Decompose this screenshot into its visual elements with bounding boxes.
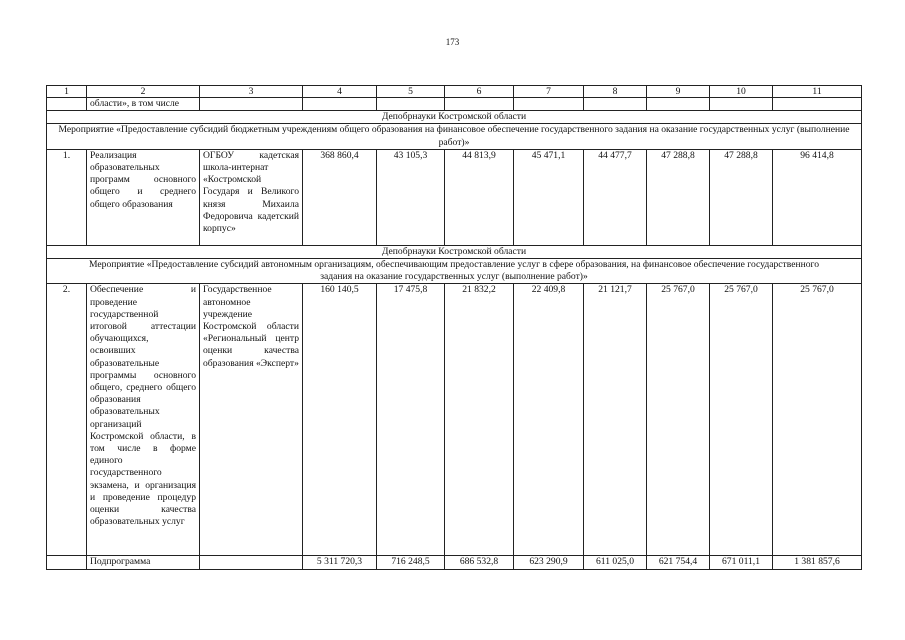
value-cell: 17 475,8 bbox=[377, 284, 445, 556]
column-header: 7 bbox=[514, 86, 584, 98]
activity-name: Реализация образовательных программ основного общего и среднего общего образования bbox=[87, 149, 200, 245]
value-cell: 47 288,8 bbox=[710, 149, 773, 245]
column-header: 4 bbox=[303, 86, 377, 98]
table-row bbox=[47, 149, 862, 245]
column-numbers-row bbox=[47, 86, 862, 98]
department-row bbox=[47, 245, 862, 258]
value-cell: 44 813,9 bbox=[445, 149, 514, 245]
total-value: 686 532,8 bbox=[445, 556, 514, 569]
total-value: 611 025,0 bbox=[584, 556, 647, 569]
column-header: 3 bbox=[200, 86, 303, 98]
column-header: 1 bbox=[47, 86, 87, 98]
total-value: 671 011,1 bbox=[710, 556, 773, 569]
measure-title: Мероприятие «Предоставление субсидий автономным организациям, обеспечивающим предоставление услуг в сфере образования, на финансовое обеспечение государственного задания на оказание государственных услуг (выполнение работ)» bbox=[47, 259, 862, 284]
column-header: 10 bbox=[710, 86, 773, 98]
department-row bbox=[47, 111, 862, 124]
budget-table bbox=[46, 85, 862, 570]
total-row bbox=[47, 556, 862, 569]
measure-row bbox=[47, 259, 862, 284]
row-number: 2. bbox=[47, 284, 87, 556]
value-cell: 25 767,0 bbox=[710, 284, 773, 556]
value-cell: 160 140,5 bbox=[303, 284, 377, 556]
total-value: 5 311 720,3 bbox=[303, 556, 377, 569]
value-cell: 43 105,3 bbox=[377, 149, 445, 245]
column-header: 11 bbox=[773, 86, 862, 98]
value-cell: 21 121,7 bbox=[584, 284, 647, 556]
value-cell: 368 860,4 bbox=[303, 149, 377, 245]
measure-title: Мероприятие «Предоставление субсидий бюджетным учреждениям общего образования на финансовое обеспечение государственного задания на оказание государственных услуг (выполнение работ)» bbox=[47, 124, 862, 149]
department-name: Депобрнауки Костромской области bbox=[47, 111, 862, 124]
activity-name: Обеспечение и проведение государственной итоговой аттестации обучающихся, освоивших образовательные программы основного общего, среднего общего образования образовательных организаций Костромской области, в том числе в форме единого государственного экзамена, и организация и проведение процедур оценки качества образовательных услуг bbox=[87, 284, 200, 556]
continuation-text: области», в том числе bbox=[87, 98, 200, 111]
value-cell: 22 409,8 bbox=[514, 284, 584, 556]
column-header: 2 bbox=[87, 86, 200, 98]
column-header: 9 bbox=[647, 86, 710, 98]
value-cell: 47 288,8 bbox=[647, 149, 710, 245]
row-number: 1. bbox=[47, 149, 87, 245]
value-cell: 45 471,1 bbox=[514, 149, 584, 245]
value-cell: 96 414,8 bbox=[773, 149, 862, 245]
executor-name: ОГБОУ кадетская школа-интернат «Костромской Государя и Великого князя Михаила Федоровича кадетский корпус» bbox=[200, 149, 303, 245]
measure-row bbox=[47, 124, 862, 149]
total-label: Подпрограмма bbox=[87, 556, 200, 569]
value-cell: 21 832,2 bbox=[445, 284, 514, 556]
total-value: 716 248,5 bbox=[377, 556, 445, 569]
value-cell: 25 767,0 bbox=[647, 284, 710, 556]
executor-name: Государственное автономное учреждение Костромской области «Региональный центр оценки качества образования «Эксперт» bbox=[200, 284, 303, 556]
continuation-row bbox=[47, 98, 862, 111]
value-cell: 44 477,7 bbox=[584, 149, 647, 245]
total-value: 621 754,4 bbox=[647, 556, 710, 569]
table-row bbox=[47, 284, 862, 556]
column-header: 5 bbox=[377, 86, 445, 98]
column-header: 8 bbox=[584, 86, 647, 98]
column-header: 6 bbox=[445, 86, 514, 98]
value-cell: 25 767,0 bbox=[773, 284, 862, 556]
total-value: 1 381 857,6 bbox=[773, 556, 862, 569]
total-value: 623 290,9 bbox=[514, 556, 584, 569]
page-number: 173 bbox=[445, 37, 460, 47]
department-name: Депобрнауки Костромской области bbox=[47, 245, 862, 258]
